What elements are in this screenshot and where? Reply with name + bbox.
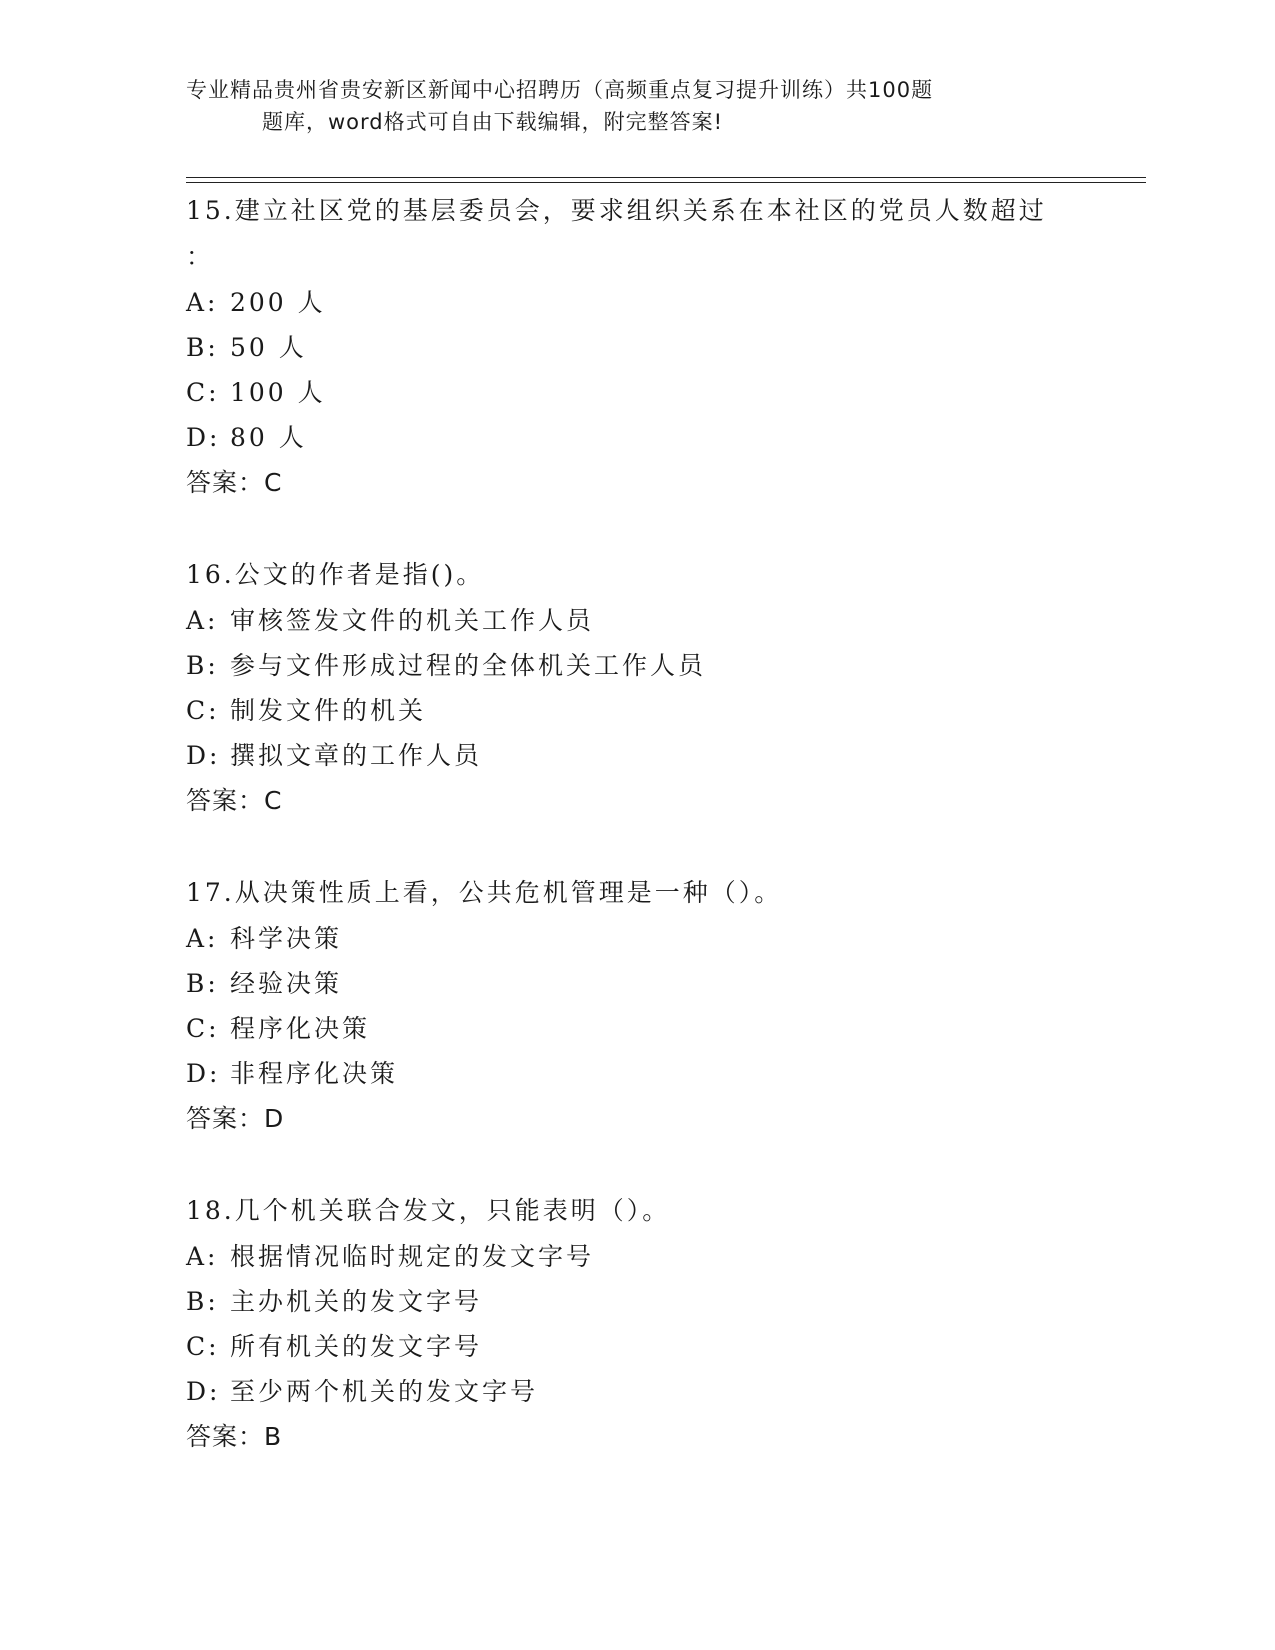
option-letter: A: [186,1242,219,1271]
option-c [186,1006,1146,1051]
option-text: 参与文件形成过程的全体机关工作人员 [230,651,707,680]
question-number: 18. [186,1196,235,1225]
option-letter: D: [186,1059,221,1088]
option-letter: C: [186,378,220,407]
option-a [186,598,1146,643]
answer-line: 答案：C [186,468,283,497]
question-stem [186,552,1146,598]
option-d [186,1369,1146,1414]
option-a [186,1234,1146,1279]
option-b [186,325,1146,370]
option-text: 80 人 [230,423,307,452]
option-a [186,280,1146,325]
option-letter: B: [186,651,219,680]
question-18 [186,1188,1146,1459]
question-list [186,188,1146,1506]
option-c [186,688,1146,733]
option-d [186,415,1146,460]
answer-line: 答案：D [186,1104,285,1133]
option-c [186,1324,1146,1369]
option-b [186,1279,1146,1324]
question-text: 几个机关联合发文，只能表明（）。 [234,1196,671,1225]
option-letter: D: [186,423,221,452]
question-stem [186,1188,1146,1234]
option-text: 撰拟文章的工作人员 [230,741,483,770]
option-text: 主办机关的发文字号 [230,1287,483,1316]
option-text: 制发文件的机关 [230,696,427,725]
header-title-line1: 专业精品贵州省贵安新区新闻中心招聘历（高频重点复习提升训练）共100题 [186,78,934,102]
question-16 [186,552,1146,823]
option-text: 科学决策 [230,924,343,953]
header-divider-bottom [186,182,1146,183]
question-number: 16. [186,560,235,589]
option-text: 非程序化决策 [230,1059,399,1088]
option-letter: D: [186,741,221,770]
document-header [186,74,1046,138]
question-stem-tail: ： [186,242,212,271]
question-15 [186,188,1146,505]
question-stem [186,870,1146,916]
option-b [186,961,1146,1006]
question-stem [186,188,1146,234]
option-letter: A: [186,288,219,317]
option-letter: C: [186,1014,220,1043]
question-text: 建立社区党的基层委员会，要求组织关系在本社区的党员人数超过 [234,196,1047,225]
option-text: 经验决策 [230,969,343,998]
option-text: 审核签发文件的机关工作人员 [230,606,595,635]
option-letter: C: [186,1332,220,1361]
question-text: 公文的作者是指()。 [234,560,485,589]
option-c [186,370,1146,415]
question-number: 15. [186,196,235,225]
option-letter: A: [186,924,219,953]
header-title-line2: 题库，word格式可自由下载编辑，附完整答案! [262,110,724,134]
option-b [186,643,1146,688]
option-letter: D: [186,1377,221,1406]
option-text: 所有机关的发文字号 [230,1332,483,1361]
option-letter: A: [186,606,219,635]
question-number: 17. [186,878,235,907]
option-text: 根据情况临时规定的发文字号 [230,1242,595,1271]
option-letter: C: [186,696,220,725]
option-d [186,1051,1146,1096]
option-letter: B: [186,1287,219,1316]
option-letter: B: [186,969,219,998]
answer-line: 答案：B [186,1422,283,1451]
question-text: 从决策性质上看，公共危机管理是一种（）。 [234,878,783,907]
question-17 [186,870,1146,1141]
option-text: 至少两个机关的发文字号 [230,1377,539,1406]
answer-line: 答案：C [186,786,283,815]
option-text: 50 人 [230,333,307,362]
option-d [186,733,1146,778]
header-divider-top [186,177,1146,178]
option-a [186,916,1146,961]
option-text: 程序化决策 [230,1014,371,1043]
option-letter: B: [186,333,219,362]
option-text: 200 人 [230,288,326,317]
option-text: 100 人 [230,378,326,407]
